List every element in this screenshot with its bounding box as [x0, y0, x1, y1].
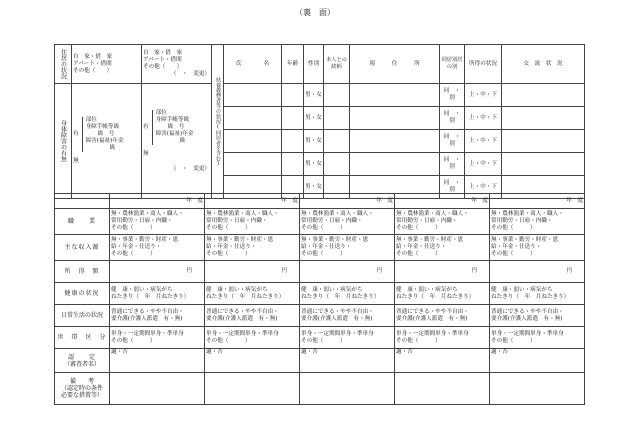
header-cohabit: 同居別居の別	[440, 45, 465, 84]
dep-contact[interactable]	[502, 130, 585, 153]
header-relation: 本人との続柄	[324, 45, 350, 84]
year-header: 年 度	[490, 194, 585, 209]
dep-address[interactable]	[350, 153, 440, 176]
row-certified: 認 定 （審査者名） 適・否 適・否 適・否 適・否 適・否	[55, 349, 585, 373]
dep-address[interactable]	[350, 107, 440, 130]
dep-income: 上・中・下	[465, 107, 502, 130]
year-header: 年 度	[110, 194, 205, 209]
header-address: 現 住 所	[350, 45, 440, 84]
dep-cohabit: 同 ・ 別	[440, 176, 465, 199]
row-remarks: 備 考 （認定時の条件 必要な措置等）	[55, 373, 585, 405]
dep-income: 上・中・下	[465, 84, 502, 107]
row-health: 健康の状況 健 康・弱い・病気がち ねたきり（ 年 月ねたきり） 健 康・弱い・病気がち ねたきり（ 年 月ねたきり） 健 康・弱い・病気がち ねたきり（ 年 月ねたきり） 健 康・弱い・病気がち ねたきり（ 年 月ねたきり） 健 康・弱い・病気がち ねたきり（ 年 月ねたきり）	[55, 283, 585, 305]
header-name: 氏 名	[224, 45, 282, 84]
dep-sex: 男・女	[304, 153, 324, 176]
row-job: 職 業 無・農林漁業・商人・職人・ 常用勤労・日雇・内職・ その他（ ） 無・農林漁業・商人・職人・ 常用勤労・日雇・内職・ その他（ ） 無・農林漁業・商人・職人・ 常用勤労・日雇・内職・ その他（ ） 無・農林漁業・商人・職人・ 常用勤労・日雇・内職・ その他（ ） 無・農林漁業・商人・職人・ 常用勤労・日雇・内職・ その他（ ）	[55, 209, 585, 235]
top-table	[54, 44, 585, 199]
dep-address[interactable]	[350, 84, 440, 107]
year-header: 年 度	[205, 194, 300, 209]
dep-relation[interactable]	[324, 130, 350, 153]
disability-cell-b: 有 部位 身障手帳等級 級 号 障害(福祉)年金 級 無 （ ・ 変更）	[142, 84, 212, 199]
dep-age[interactable]	[282, 84, 304, 107]
row-household: 世 帯 区 分 単身・一定期間単身・準単身 その他（ ） 単身・一定期間単身・準単身 その他（ ） 単身・一定期間単身・準単身 その他（ ） 単身・一定期間単身・準単身 その他（ ） 単身・一定期間単身・準単身 その他（ ）	[55, 327, 585, 349]
dep-name[interactable]	[224, 130, 282, 153]
dep-name[interactable]	[224, 84, 282, 107]
dep-sex: 男・女	[304, 107, 324, 130]
yearly-table	[54, 193, 585, 405]
dep-address[interactable]	[350, 130, 440, 153]
dep-income: 上・中・下	[465, 176, 502, 199]
dep-sex: 男・女	[304, 84, 324, 107]
dep-sex: 男・女	[304, 176, 324, 199]
dep-cohabit: 同 ・ 別	[440, 84, 465, 107]
year-header: 年 度	[300, 194, 395, 209]
dep-income: 上・中・下	[465, 130, 502, 153]
dep-cohabit: 同 ・ 別	[440, 107, 465, 130]
housing-cell-a: 自 家・借 家 アパート・借間 その他（ ）	[72, 45, 142, 84]
dep-age[interactable]	[282, 153, 304, 176]
dep-age[interactable]	[282, 130, 304, 153]
dep-contact[interactable]	[502, 84, 585, 107]
dep-cohabit: 同 ・ 別	[440, 153, 465, 176]
year-header: 年 度	[395, 194, 490, 209]
header-income: 所得の状況	[465, 45, 502, 84]
page-title: （裏 面）	[295, 8, 335, 17]
dep-contact[interactable]	[502, 107, 585, 130]
dep-relation[interactable]	[324, 107, 350, 130]
row-daily-life: 日常生活の状況 普通にできる・やや不自由・ 要介護(介護人派遣 有・無) 普通にできる・やや不自由・ 要介護(介護人派遣 有・無) 普通にできる・やや不自由・ 要介護(介護人派遣 有・無) 普通にできる・やや不自由・ 要介護(介護人派遣 有・無) 普通にできる・やや不自由・ 要介護(介護人派遣 有・無)	[55, 305, 585, 327]
dep-name[interactable]	[224, 153, 282, 176]
dep-income: 上・中・下	[465, 153, 502, 176]
header-age: 年齢	[282, 45, 304, 84]
row-main-income: 主な収入源 無・事業・勤労・財産・恩 給・年金・仕送り・ その他（ ） 無・事業・勤労・財産・恩 給・年金・仕送り・ その他（ ） 無・事業・勤労・財産・恩 給・年金・仕送り・ その他（ ） 無・事業・勤労・財産・恩 給・年金・仕送り・ その他（ ） 無・事業・勤労・財産・恩 給・年金・仕送り・ その他（ ）	[55, 235, 585, 261]
housing-label: 住居の状況	[55, 45, 72, 84]
dep-cohabit: 同 ・ 別	[440, 130, 465, 153]
dep-age[interactable]	[282, 107, 304, 130]
dep-contact[interactable]	[502, 153, 585, 176]
header-sex: 性別	[304, 45, 324, 84]
dependents-label: 扶養義務者等の状況(同居者を含む)	[212, 45, 224, 199]
dep-relation[interactable]	[324, 153, 350, 176]
dep-name[interactable]	[224, 107, 282, 130]
dep-sex: 男・女	[304, 130, 324, 153]
housing-cell-b: 自 家・借 家 アパート・借間 その他（ ） （ ・ 変更）	[142, 45, 212, 84]
header-contact: 交 流 状 況	[502, 45, 585, 84]
row-income-amount: 所 得 額 円 円 円 円 円	[55, 261, 585, 283]
disability-cell-a: 有 部位 身障手帳等級 級 号 障害(福祉)年金 級 無	[72, 84, 142, 199]
dep-relation[interactable]	[324, 84, 350, 107]
disability-label: 身体障害の有無	[55, 84, 72, 199]
